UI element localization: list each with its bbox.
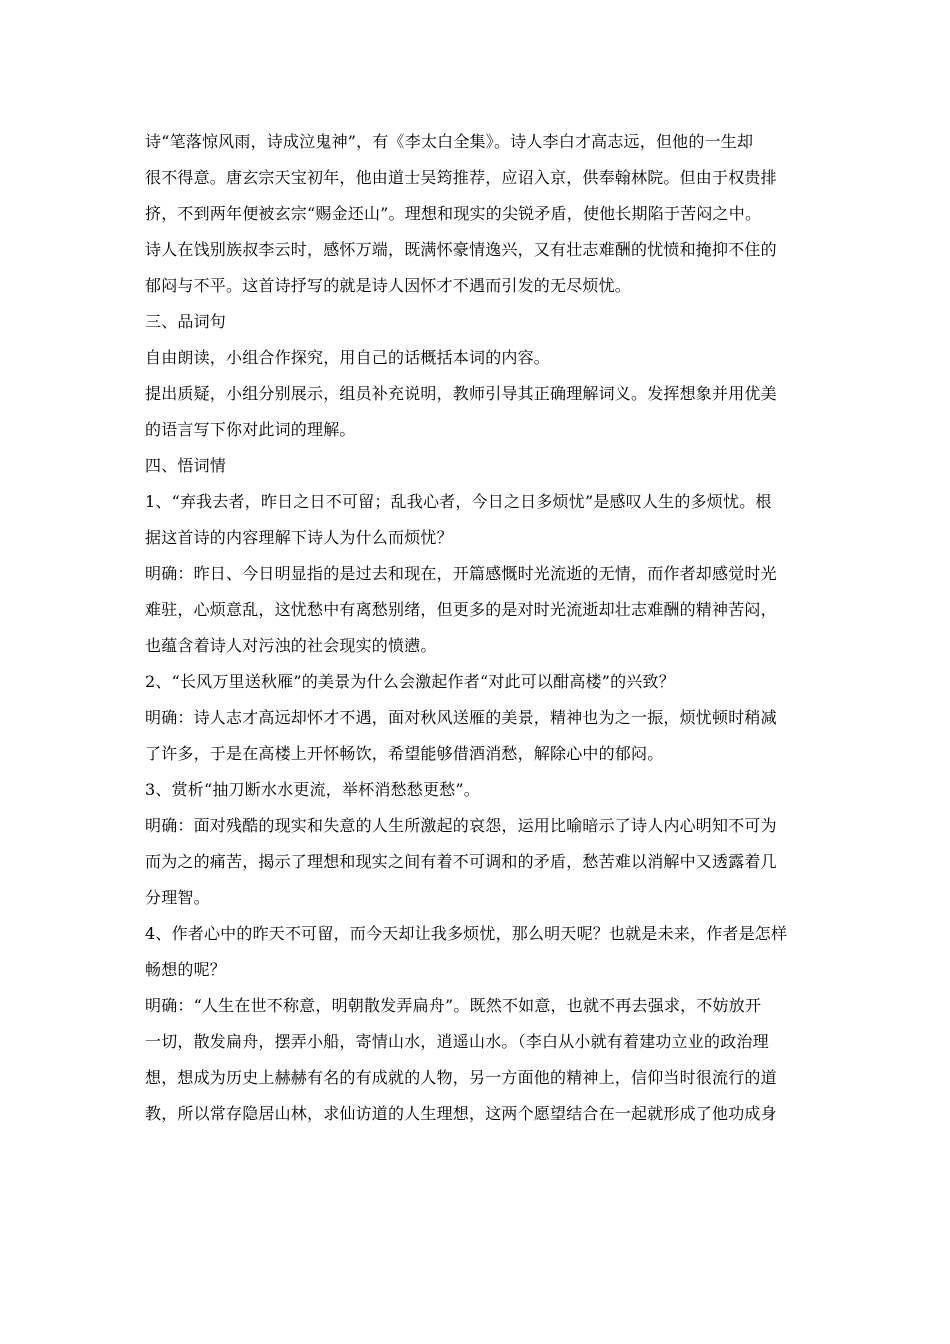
text-line: 挤，不到两年便被玄宗“赐金还山”。理想和现实的尖锐矛盾，使他长期陷于苦闷之中。: [145, 204, 762, 223]
text-line: 提出质疑，小组分别展示，组员补充说明，教师引导其正确理解词义。发挥想象并用优美: [145, 384, 777, 403]
answer-line: 难驻，心烦意乱，这忧愁中有离愁别绪，但更多的是对时光流逝却壮志难酬的精神苦闷，: [145, 600, 777, 619]
section-heading: 四、悟词情: [145, 456, 227, 475]
question-line: 畅想的呢？: [145, 960, 227, 979]
answer-line: 教，所以常存隐居山林，求仙访道的人生理想，这两个愿望结合在一起就形成了他功成身: [145, 1104, 777, 1123]
text-line: 很不得意。唐玄宗天宝初年，他由道士吴筠推荐，应诏入京，供奉翰林院。但由于权贵排: [145, 168, 777, 187]
answer-line: 明确：诗人志才高远却怀才不遇，面对秋风送雁的美景，精神也为之一振，烦忧顿时稍减: [145, 708, 777, 727]
text-line: 郁闷与不平。这首诗抒写的就是诗人因怀才不遇而引发的无尽烦忧。: [145, 276, 632, 295]
answer-line: 分理智。: [145, 888, 210, 907]
answer-line: 一切，散发扁舟，摆弄小船，寄情山水，逍遥山水。（李白从小就有着建功立业的政治理: [145, 1032, 769, 1051]
text-line: 诗人在饯别族叔李云时，感怀万端，既满怀豪情逸兴，又有壮志难酬的忧愤和掩抑不住的: [145, 240, 777, 259]
answer-line: 也蕴含着诗人对污浊的社会现实的愤懑。: [145, 636, 437, 655]
text-line: 的语言写下你对此词的理解。: [145, 420, 356, 439]
text-line: 自由朗读，小组合作探究，用自己的话概括本词的内容。: [145, 348, 551, 367]
question-line: 据这首诗的内容理解下诗人为什么而烦忧？: [145, 528, 453, 547]
section-heading: 三、品词句: [145, 312, 227, 331]
question-line: 2、“长风万里送秋雁”的美景为什么会激起作者“对此可以酣高楼”的兴致？: [145, 672, 675, 691]
answer-line: 想，想成为历史上赫赫有名的有成就的人物，另一方面他的精神上，信仰当时很流行的道: [145, 1068, 777, 1087]
text-line: 诗“笔落惊风雨，诗成泣鬼神”，有《李太白全集》。诗人李白才高志远，但他的一生却: [145, 132, 754, 151]
question-line: 1、“弃我去者，昨日之日不可留；乱我心者，今日之日多烦忧”是感叹人生的多烦忧。根: [145, 492, 772, 511]
answer-line: 明确：“人生在世不称意，明朝散发弄扁舟”。既然不如意，也就不再去强求，不妨放开: [145, 996, 762, 1015]
question-line: 3、赏析“抽刀断水水更流，举杯消愁愁更愁”。: [145, 780, 480, 799]
answer-line: 而为之的痛苦，揭示了理想和现实之间有着不可调和的矛盾，愁苦难以消解中又透露着几: [145, 852, 777, 871]
answer-line: 明确：昨日、今日明显指的是过去和现在，开篇感慨时光流逝的无情，而作者却感觉时光: [145, 564, 777, 583]
question-line: 4、作者心中的昨天不可留，而今天却让我多烦忧，那么明天呢？也就是未来，作者是怎样: [145, 924, 788, 943]
document-body: [145, 124, 810, 1132]
answer-line: 明确：面对残酷的现实和失意的人生所激起的哀怨，运用比喻暗示了诗人内心明知不可为: [145, 816, 777, 835]
answer-line: 了许多，于是在高楼上开怀畅饮，希望能够借酒消愁，解除心中的郁闷。: [145, 744, 664, 763]
